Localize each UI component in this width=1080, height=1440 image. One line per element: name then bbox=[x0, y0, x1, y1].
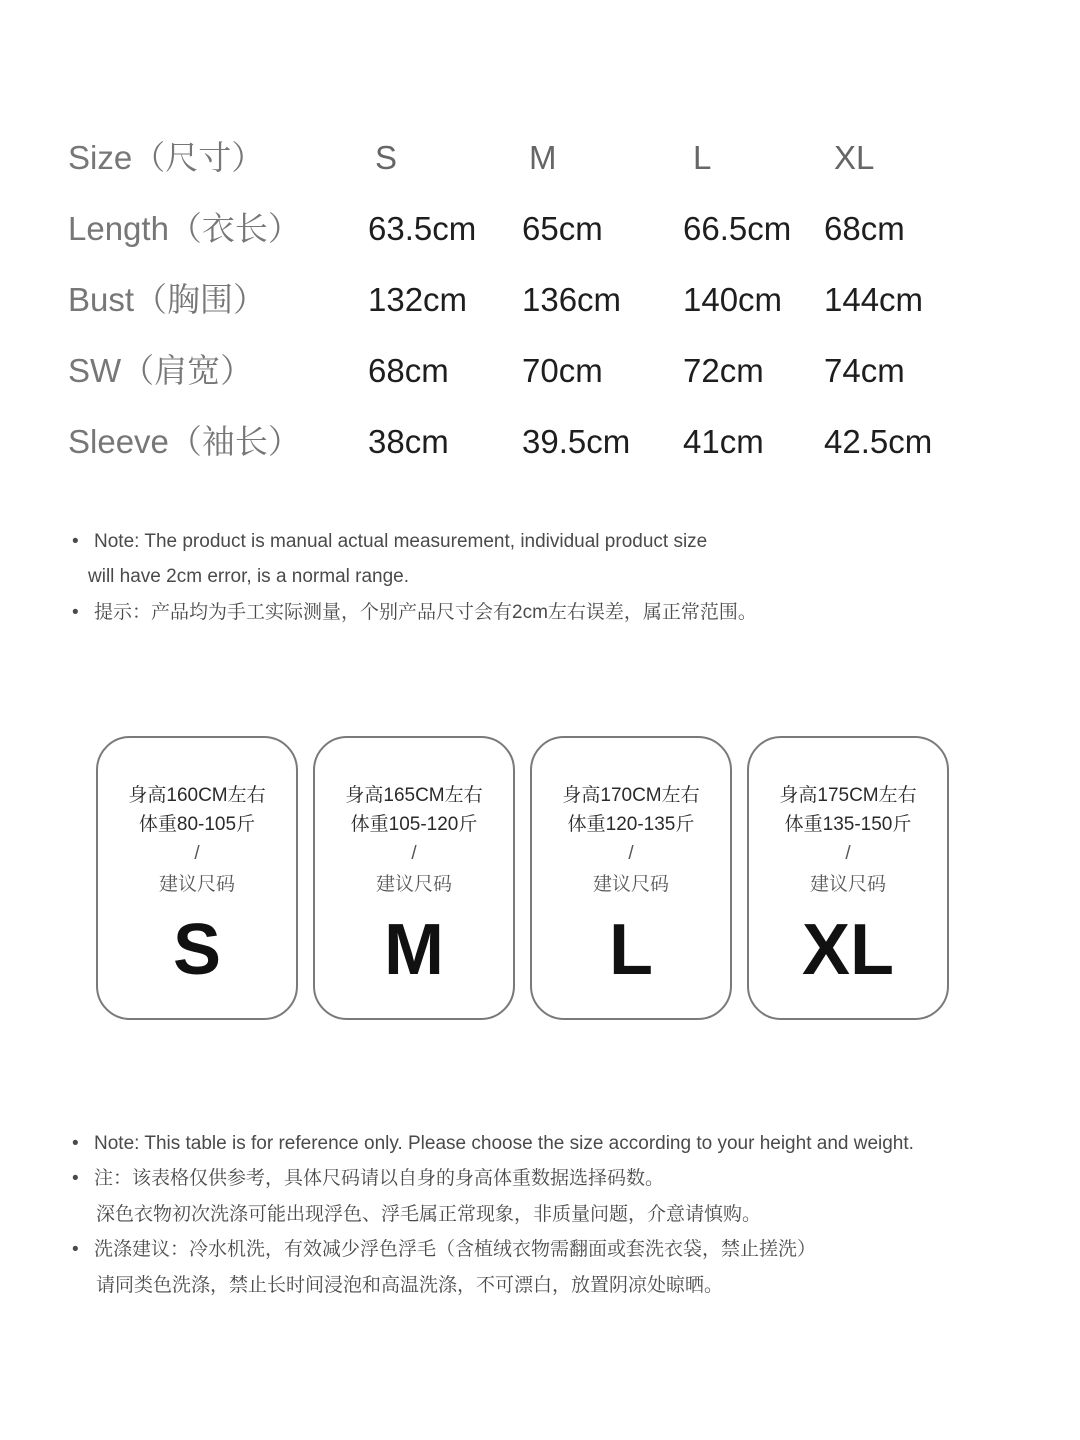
row-label: Length（衣长） bbox=[68, 210, 301, 247]
card-size-letter: S bbox=[172, 910, 222, 990]
size-header-row bbox=[0, 128, 1080, 188]
length-row bbox=[0, 199, 1080, 259]
card-weight: 体重80-105斤 bbox=[138, 814, 256, 835]
size-header-label: Size（尺寸） bbox=[68, 139, 265, 176]
card-size-letter: L bbox=[609, 910, 653, 990]
table-cell: 68cm bbox=[824, 210, 905, 247]
card-height: 身高160CM左右 bbox=[128, 785, 266, 806]
table-cell: 132cm bbox=[368, 281, 468, 318]
size-header-m: M bbox=[529, 139, 557, 176]
card-separator: / bbox=[194, 843, 200, 864]
note-wash-line2: 请同类色洗涤，禁止长时间浸泡和高温洗涤，不可漂白，放置阴凉处晾晒。 bbox=[96, 1275, 724, 1296]
note-en-line1: Note: The product is manual actual measurement, individual product size bbox=[94, 531, 708, 552]
table-cell: 136cm bbox=[522, 281, 622, 318]
table-cell: 68cm bbox=[368, 352, 449, 389]
bullet-icon: • bbox=[72, 531, 79, 552]
size-card-s bbox=[96, 736, 298, 1020]
size-card-m bbox=[313, 736, 515, 1020]
bullet-icon: • bbox=[72, 1239, 79, 1260]
row-label: Bust（胸围） bbox=[68, 281, 267, 318]
size-card-l bbox=[530, 736, 732, 1020]
table-cell: 74cm bbox=[824, 352, 905, 389]
card-size-letter: M bbox=[384, 910, 444, 990]
table-cell: 41cm bbox=[683, 423, 764, 460]
note-dark-color-zh: 深色衣物初次洗涤可能出现浮色、浮毛属正常现象，非质量问题，介意请慎购。 bbox=[96, 1204, 762, 1225]
bullet-icon: • bbox=[72, 1133, 79, 1154]
size-header-s: S bbox=[375, 139, 398, 176]
card-height: 身高165CM左右 bbox=[345, 785, 483, 806]
card-size-letter: XL bbox=[801, 910, 894, 990]
bullet-icon: • bbox=[72, 1168, 79, 1189]
bullet-icon: • bbox=[72, 602, 79, 623]
note-zh: 提示：产品均为手工实际测量，个别产品尺寸会有2cm左右误差，属正常范围。 bbox=[94, 602, 757, 623]
table-cell: 63.5cm bbox=[368, 210, 477, 247]
note-wash-line1: 洗涤建议：冷水机洗，有效减少浮色浮毛（含植绒衣物需翻面或套洗衣袋，禁止搓洗） bbox=[94, 1239, 817, 1260]
card-weight: 体重120-135斤 bbox=[567, 814, 695, 835]
card-suggest-label: 建议尺码 bbox=[158, 874, 235, 895]
card-height: 身高175CM左右 bbox=[779, 785, 917, 806]
table-cell: 65cm bbox=[522, 210, 603, 247]
note-en-line2: will have 2cm error, is a normal range. bbox=[88, 566, 410, 587]
shoulder-width-row bbox=[0, 341, 1080, 401]
table-cell: 42.5cm bbox=[824, 423, 933, 460]
table-cell: 66.5cm bbox=[683, 210, 792, 247]
size-header-xl: XL bbox=[834, 139, 875, 176]
table-cell: 38cm bbox=[368, 423, 449, 460]
card-weight: 体重135-150斤 bbox=[784, 814, 912, 835]
table-cell: 72cm bbox=[683, 352, 764, 389]
row-label: Sleeve（袖长） bbox=[68, 423, 301, 460]
table-cell: 144cm bbox=[824, 281, 924, 318]
card-separator: / bbox=[411, 843, 417, 864]
card-separator: / bbox=[845, 843, 851, 864]
table-cell: 39.5cm bbox=[522, 423, 631, 460]
card-separator: / bbox=[628, 843, 634, 864]
size-card-xl bbox=[747, 736, 949, 1020]
card-suggest-label: 建议尺码 bbox=[375, 874, 452, 895]
table-cell: 70cm bbox=[522, 352, 603, 389]
card-suggest-label: 建议尺码 bbox=[592, 874, 669, 895]
size-header-l: L bbox=[693, 139, 712, 176]
table-cell: 140cm bbox=[683, 281, 783, 318]
card-weight: 体重105-120斤 bbox=[350, 814, 478, 835]
sleeve-row bbox=[0, 412, 1080, 472]
note-reference-zh: 注：该表格仅供参考，具体尺码请以自身的身高体重数据选择码数。 bbox=[94, 1168, 665, 1189]
row-label: SW（肩宽） bbox=[68, 352, 254, 389]
note-reference-en: Note: This table is for reference only. Please choose the size according to your height and weight. bbox=[94, 1133, 914, 1154]
card-suggest-label: 建议尺码 bbox=[809, 874, 886, 895]
bust-row bbox=[0, 270, 1080, 330]
card-height: 身高170CM左右 bbox=[562, 785, 700, 806]
